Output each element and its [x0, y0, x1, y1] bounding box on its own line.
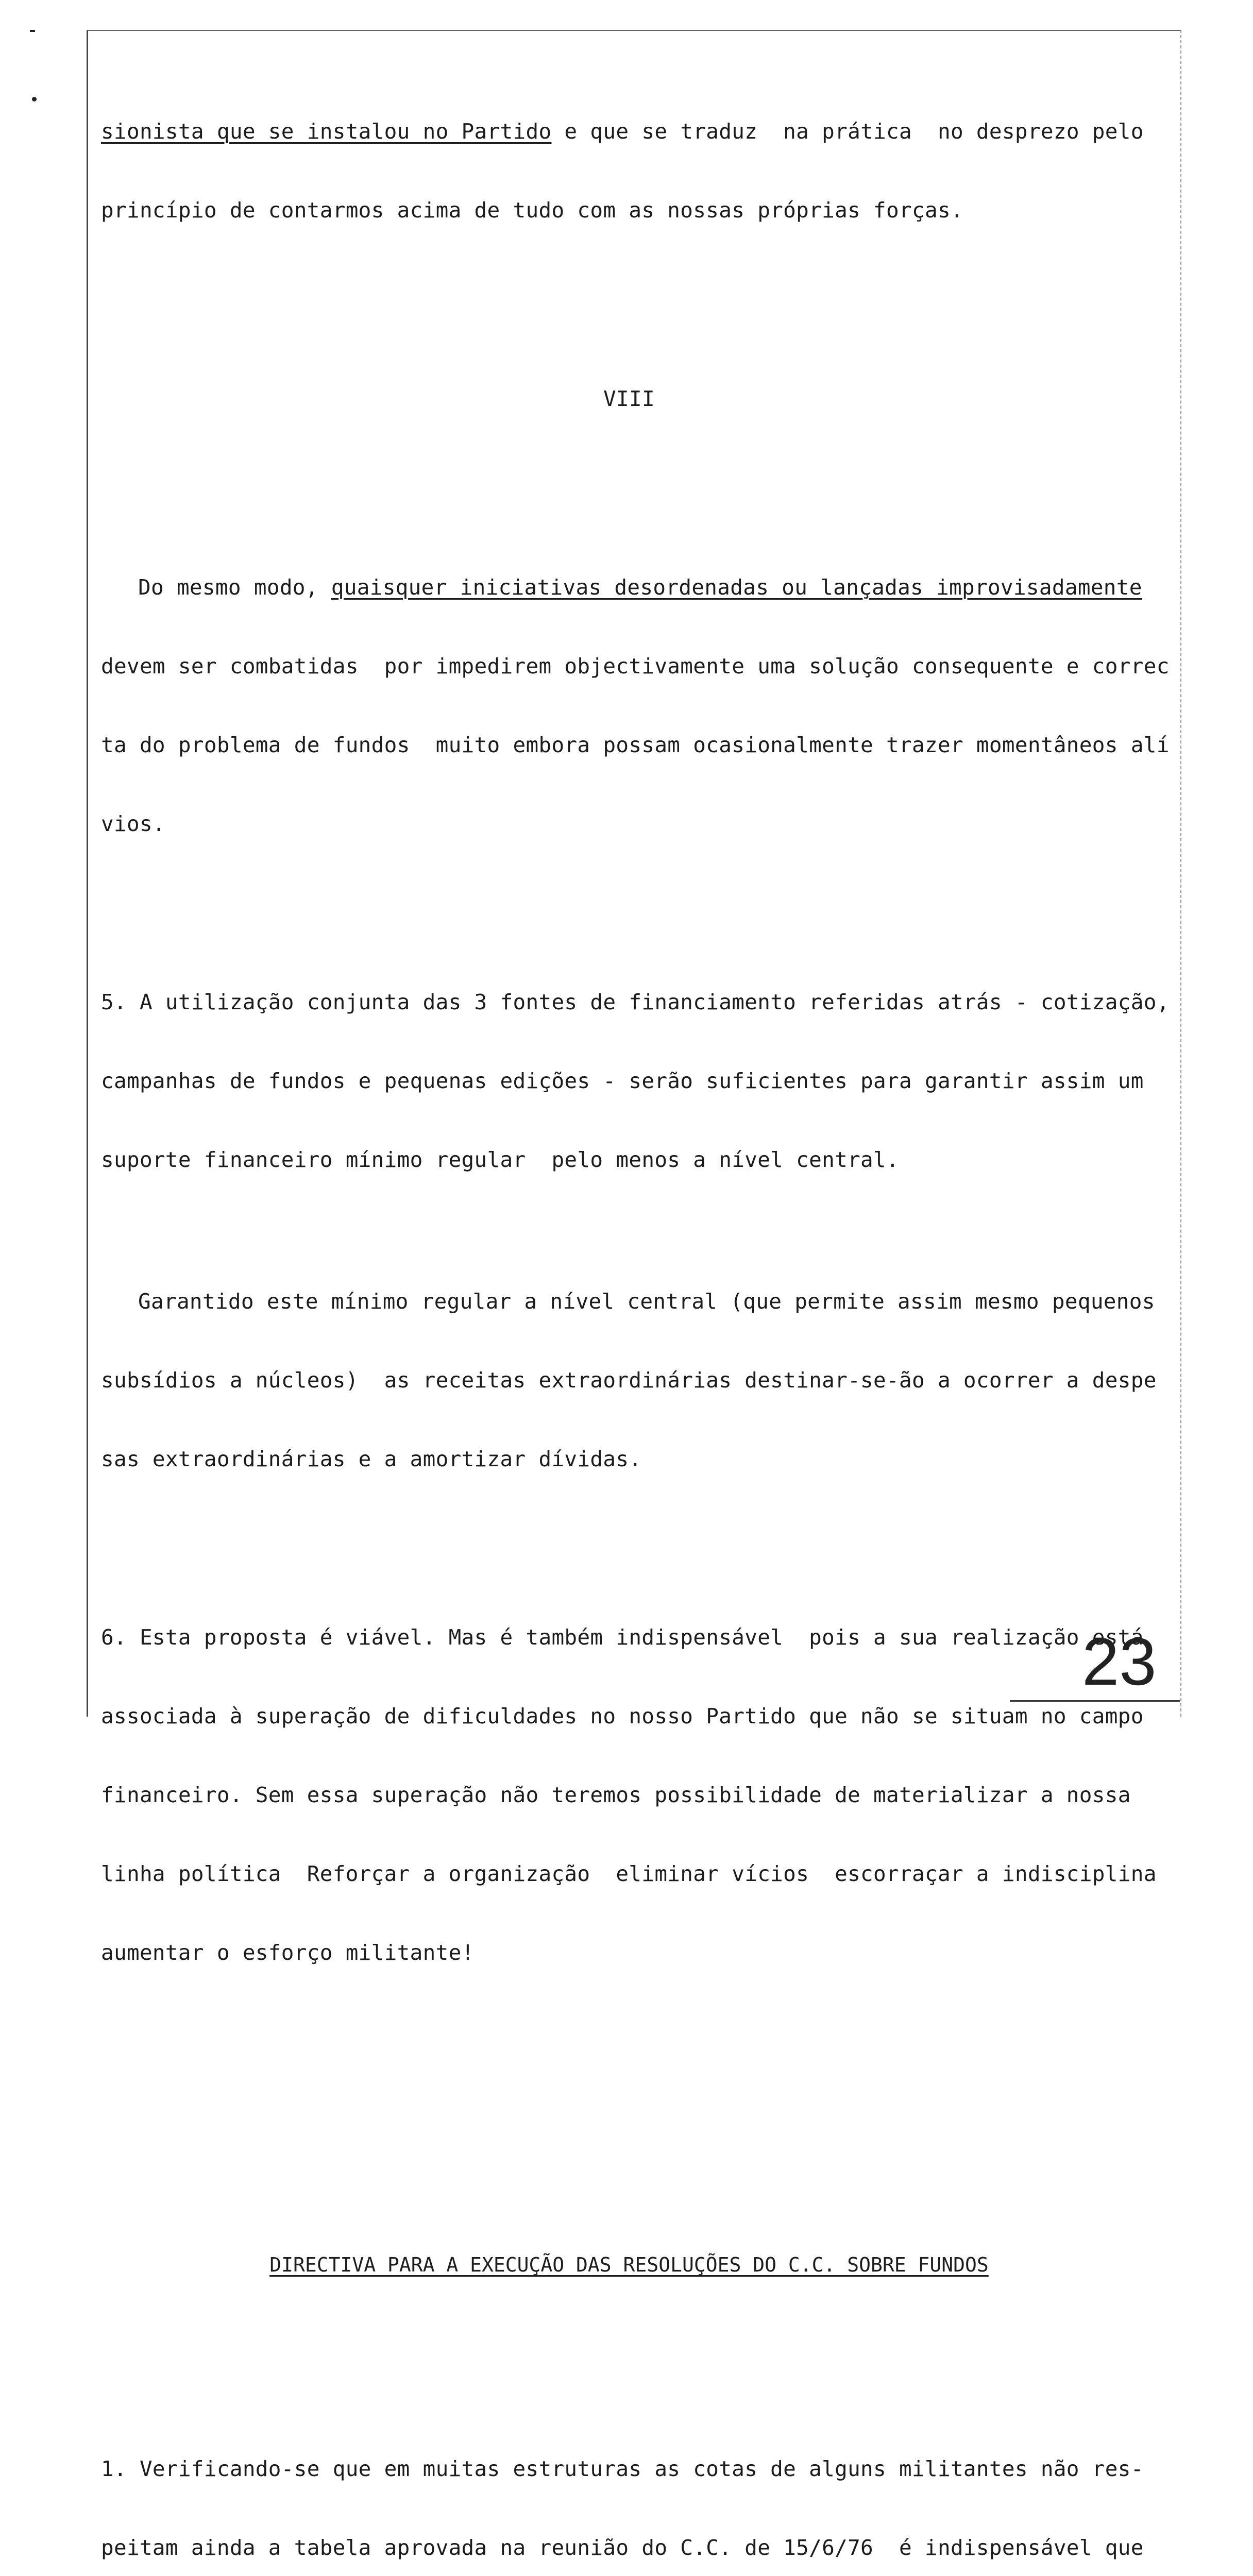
text-line: vios.: [101, 811, 165, 836]
text-line: financeiro. Sem essa superação não teremos possibilidade de materializar a nossa: [101, 1783, 1131, 1807]
text-line: aumentar o esforço militante!: [101, 1940, 475, 1965]
document-body: [101, 66, 1170, 2576]
text-line: ta do problema de fundos muito embora possam ocasionalmente trazer momentâneos alí: [101, 733, 1170, 757]
text-line: devem ser combatidas por impedirem objectivamente uma solução consequente e correc: [101, 654, 1170, 679]
text-line: Do mesmo modo, quaisquer iniciativas desordenadas ou lançadas improvisadamente: [138, 575, 1142, 600]
text-line: associada à superação de dificuldades no nosso Partido que não se situam no campo: [101, 1704, 1144, 1728]
text-line: suporte financeiro mínimo regular pelo menos a nível central.: [101, 1147, 900, 1172]
text-line: 1. Verificando-se que em muitas estruturas as cotas de alguns militantes não res-: [101, 2456, 1144, 2481]
text-line: sionista que se instalou no Partido e que se traduz na prática no desprezo pelo: [101, 119, 1144, 144]
text-line: peitam ainda a tabela aprovada na reunião do C.C. de 15/6/76 é indispensável que: [101, 2535, 1144, 2560]
margin-dot: [32, 97, 37, 101]
margin-mark: [30, 30, 35, 32]
text-line: 5. A utilização conjunta das 3 fontes de financiamento referidas atrás - cotização,: [101, 990, 1170, 1014]
section-heading-viii: VIII: [603, 386, 655, 411]
text-line: princípio de contarmos acima de tudo com as nossas próprias forças.: [101, 198, 963, 223]
bottom-rule: [1010, 1700, 1180, 1702]
text-line: campanhas de fundos e pequenas edições - serão suficientes para garantir assim um: [101, 1069, 1144, 1093]
directive-title: DIRECTIVA PARA A EXECUÇÃO DAS RESOLUÇÕES DO C.C. SOBRE FUNDOS: [269, 2253, 989, 2276]
text-line: subsídios a núcleos) as receitas extraordinárias destinar-se-ão a ocorrer a despe: [101, 1368, 1157, 1393]
text-line: Garantido este mínimo regular a nível central (que permite assim mesmo pequenos: [138, 1289, 1155, 1314]
page-number: 23: [1082, 1624, 1157, 1699]
text-line: sas extraordinárias e a amortizar dívidas.: [101, 1447, 642, 1471]
text-line: linha política Reforçar a organização eliminar vícios escorraçar a indisciplina: [101, 1861, 1157, 1886]
text-line: 6. Esta proposta é viável. Mas é também indispensável pois a sua realização está: [101, 1625, 1144, 1650]
